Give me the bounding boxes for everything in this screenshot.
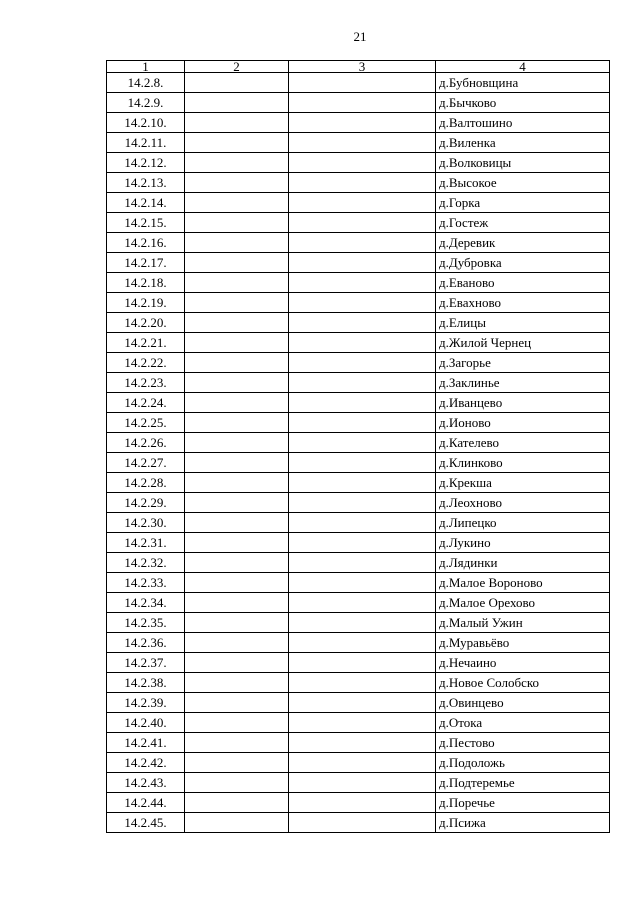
settlement-name-cell: д.Овинцево — [436, 693, 610, 713]
settlement-name-cell: д.Клинково — [436, 453, 610, 473]
column-3-cell — [289, 373, 436, 393]
table-row — [107, 353, 610, 373]
table-row — [107, 693, 610, 713]
row-number-cell: 14.2.16. — [107, 233, 185, 253]
column-3-cell — [289, 673, 436, 693]
column-3-cell — [289, 533, 436, 553]
column-2-cell — [185, 113, 289, 133]
row-number-cell: 14.2.41. — [107, 733, 185, 753]
table-row — [107, 613, 610, 633]
column-2-cell — [185, 73, 289, 93]
row-number-cell: 14.2.17. — [107, 253, 185, 273]
column-3-cell — [289, 593, 436, 613]
row-number-cell: 14.2.44. — [107, 793, 185, 813]
settlement-name-cell: д.Виленка — [436, 133, 610, 153]
table-row — [107, 273, 610, 293]
column-3-cell — [289, 393, 436, 413]
row-number-cell: 14.2.34. — [107, 593, 185, 613]
settlement-name-cell: д.Поречье — [436, 793, 610, 813]
column-3-cell — [289, 273, 436, 293]
column-2-cell — [185, 453, 289, 473]
table-row — [107, 73, 610, 93]
column-3-cell — [289, 453, 436, 473]
settlement-name-cell: д.Липецко — [436, 513, 610, 533]
column-2-cell — [185, 433, 289, 453]
column-3-cell — [289, 553, 436, 573]
settlement-name-cell: д.Горка — [436, 193, 610, 213]
settlement-name-cell: д.Малое Вороново — [436, 573, 610, 593]
column-header-4: 4 — [436, 61, 610, 73]
row-number-cell: 14.2.36. — [107, 633, 185, 653]
column-2-cell — [185, 673, 289, 693]
column-2-cell — [185, 533, 289, 553]
column-2-cell — [185, 773, 289, 793]
table-row — [107, 513, 610, 533]
settlement-name-cell: д.Подтеремье — [436, 773, 610, 793]
table-row — [107, 193, 610, 213]
column-header-2: 2 — [185, 61, 289, 73]
row-number-cell: 14.2.32. — [107, 553, 185, 573]
row-number-cell: 14.2.20. — [107, 313, 185, 333]
settlement-name-cell: д.Дубровка — [436, 253, 610, 273]
settlement-name-cell: д.Лядинки — [436, 553, 610, 573]
settlement-name-cell: д.Бычково — [436, 93, 610, 113]
column-2-cell — [185, 633, 289, 653]
row-number-cell: 14.2.14. — [107, 193, 185, 213]
row-number-cell: 14.2.45. — [107, 813, 185, 833]
column-3-cell — [289, 93, 436, 113]
row-number-cell: 14.2.29. — [107, 493, 185, 513]
table-row — [107, 713, 610, 733]
column-2-cell — [185, 793, 289, 813]
table-row — [107, 173, 610, 193]
row-number-cell: 14.2.30. — [107, 513, 185, 533]
column-3-cell — [289, 513, 436, 533]
column-3-cell — [289, 733, 436, 753]
table-row — [107, 233, 610, 253]
table-row — [107, 113, 610, 133]
settlements-table — [106, 60, 610, 833]
table-row — [107, 773, 610, 793]
settlement-name-cell: д.Еваново — [436, 273, 610, 293]
column-2-cell — [185, 213, 289, 233]
settlement-name-cell: д.Деревик — [436, 233, 610, 253]
settlement-name-cell: д.Елицы — [436, 313, 610, 333]
row-number-cell: 14.2.28. — [107, 473, 185, 493]
column-3-cell — [289, 233, 436, 253]
settlement-name-cell: д.Иванцево — [436, 393, 610, 413]
table-row — [107, 393, 610, 413]
column-3-cell — [289, 793, 436, 813]
table-row — [107, 633, 610, 653]
settlement-name-cell: д.Лукино — [436, 533, 610, 553]
settlement-name-cell: д.Малое Орехово — [436, 593, 610, 613]
column-3-cell — [289, 433, 436, 453]
column-2-cell — [185, 393, 289, 413]
settlement-name-cell: д.Бубновщина — [436, 73, 610, 93]
table-row — [107, 533, 610, 553]
column-3-cell — [289, 133, 436, 153]
table-row — [107, 593, 610, 613]
column-2-cell — [185, 693, 289, 713]
header-row — [107, 61, 610, 73]
column-2-cell — [185, 253, 289, 273]
settlement-name-cell: д.Новое Солобско — [436, 673, 610, 693]
row-number-cell: 14.2.42. — [107, 753, 185, 773]
column-2-cell — [185, 373, 289, 393]
column-3-cell — [289, 153, 436, 173]
table-row — [107, 333, 610, 353]
table-row — [107, 213, 610, 233]
row-number-cell: 14.2.38. — [107, 673, 185, 693]
column-2-cell — [185, 133, 289, 153]
column-3-cell — [289, 473, 436, 493]
table-row — [107, 133, 610, 153]
column-3-cell — [289, 693, 436, 713]
column-3-cell — [289, 753, 436, 773]
column-3-cell — [289, 633, 436, 653]
table-row — [107, 753, 610, 773]
row-number-cell: 14.2.39. — [107, 693, 185, 713]
column-3-cell — [289, 113, 436, 133]
column-3-cell — [289, 193, 436, 213]
table-row — [107, 493, 610, 513]
column-2-cell — [185, 753, 289, 773]
column-2-cell — [185, 573, 289, 593]
table-row — [107, 733, 610, 753]
column-3-cell — [289, 613, 436, 633]
settlement-name-cell: д.Псижа — [436, 813, 610, 833]
table-row — [107, 93, 610, 113]
settlement-name-cell: д.Ионово — [436, 413, 610, 433]
column-3-cell — [289, 653, 436, 673]
column-2-cell — [185, 333, 289, 353]
column-2-cell — [185, 293, 289, 313]
table-header — [107, 61, 610, 73]
row-number-cell: 14.2.22. — [107, 353, 185, 373]
row-number-cell: 14.2.40. — [107, 713, 185, 733]
column-3-cell — [289, 333, 436, 353]
row-number-cell: 14.2.33. — [107, 573, 185, 593]
column-2-cell — [185, 493, 289, 513]
row-number-cell: 14.2.15. — [107, 213, 185, 233]
column-3-cell — [289, 813, 436, 833]
row-number-cell: 14.2.13. — [107, 173, 185, 193]
column-3-cell — [289, 293, 436, 313]
row-number-cell: 14.2.23. — [107, 373, 185, 393]
settlement-name-cell: д.Кателево — [436, 433, 610, 453]
page-number: 21 — [353, 29, 367, 44]
column-3-cell — [289, 313, 436, 333]
column-2-cell — [185, 713, 289, 733]
column-2-cell — [185, 93, 289, 113]
settlement-name-cell: д.Евахново — [436, 293, 610, 313]
column-header-1: 1 — [107, 61, 185, 73]
row-number-cell: 14.2.10. — [107, 113, 185, 133]
settlement-name-cell: д.Высокое — [436, 173, 610, 193]
row-number-cell: 14.2.43. — [107, 773, 185, 793]
row-number-cell: 14.2.37. — [107, 653, 185, 673]
row-number-cell: 14.2.27. — [107, 453, 185, 473]
row-number-cell: 14.2.9. — [107, 93, 185, 113]
table-row — [107, 153, 610, 173]
row-number-cell: 14.2.26. — [107, 433, 185, 453]
row-number-cell: 14.2.31. — [107, 533, 185, 553]
settlement-name-cell: д.Крекша — [436, 473, 610, 493]
column-2-cell — [185, 553, 289, 573]
table-row — [107, 253, 610, 273]
row-number-cell: 14.2.11. — [107, 133, 185, 153]
table-row — [107, 453, 610, 473]
column-3-cell — [289, 353, 436, 373]
settlement-name-cell: д.Малый Ужин — [436, 613, 610, 633]
column-3-cell — [289, 413, 436, 433]
column-2-cell — [185, 173, 289, 193]
table-row — [107, 653, 610, 673]
row-number-cell: 14.2.19. — [107, 293, 185, 313]
table-row — [107, 573, 610, 593]
column-2-cell — [185, 153, 289, 173]
column-3-cell — [289, 713, 436, 733]
table-row — [107, 813, 610, 833]
table-row — [107, 413, 610, 433]
settlement-name-cell: д.Заклинье — [436, 373, 610, 393]
settlement-name-cell: д.Загорье — [436, 353, 610, 373]
row-number-cell: 14.2.18. — [107, 273, 185, 293]
table-row — [107, 553, 610, 573]
table-row — [107, 433, 610, 453]
column-3-cell — [289, 573, 436, 593]
table-row — [107, 373, 610, 393]
column-2-cell — [185, 273, 289, 293]
settlement-name-cell: д.Пестово — [436, 733, 610, 753]
column-2-cell — [185, 593, 289, 613]
column-2-cell — [185, 613, 289, 633]
column-2-cell — [185, 733, 289, 753]
column-3-cell — [289, 253, 436, 273]
column-2-cell — [185, 313, 289, 333]
column-2-cell — [185, 813, 289, 833]
row-number-cell: 14.2.24. — [107, 393, 185, 413]
settlement-name-cell: д.Волковицы — [436, 153, 610, 173]
row-number-cell: 14.2.8. — [107, 73, 185, 93]
row-number-cell: 14.2.21. — [107, 333, 185, 353]
settlement-name-cell: д.Леохново — [436, 493, 610, 513]
row-number-cell: 14.2.25. — [107, 413, 185, 433]
column-3-cell — [289, 173, 436, 193]
settlement-name-cell: д.Валтошино — [436, 113, 610, 133]
column-2-cell — [185, 413, 289, 433]
table-row — [107, 293, 610, 313]
column-header-3: 3 — [289, 61, 436, 73]
table-body — [107, 73, 610, 833]
table-row — [107, 793, 610, 813]
settlement-name-cell: д.Жилой Чернец — [436, 333, 610, 353]
column-2-cell — [185, 193, 289, 213]
settlement-name-cell: д.Отока — [436, 713, 610, 733]
settlement-name-cell: д.Нечаино — [436, 653, 610, 673]
settlement-name-cell: д.Муравьёво — [436, 633, 610, 653]
column-3-cell — [289, 73, 436, 93]
column-2-cell — [185, 473, 289, 493]
table-row — [107, 313, 610, 333]
table-row — [107, 473, 610, 493]
table-row — [107, 673, 610, 693]
column-2-cell — [185, 653, 289, 673]
column-2-cell — [185, 353, 289, 373]
row-number-cell: 14.2.35. — [107, 613, 185, 633]
column-3-cell — [289, 213, 436, 233]
column-2-cell — [185, 233, 289, 253]
column-2-cell — [185, 513, 289, 533]
settlement-name-cell: д.Подоложь — [436, 753, 610, 773]
row-number-cell: 14.2.12. — [107, 153, 185, 173]
column-3-cell — [289, 493, 436, 513]
column-3-cell — [289, 773, 436, 793]
settlement-name-cell: д.Гостеж — [436, 213, 610, 233]
